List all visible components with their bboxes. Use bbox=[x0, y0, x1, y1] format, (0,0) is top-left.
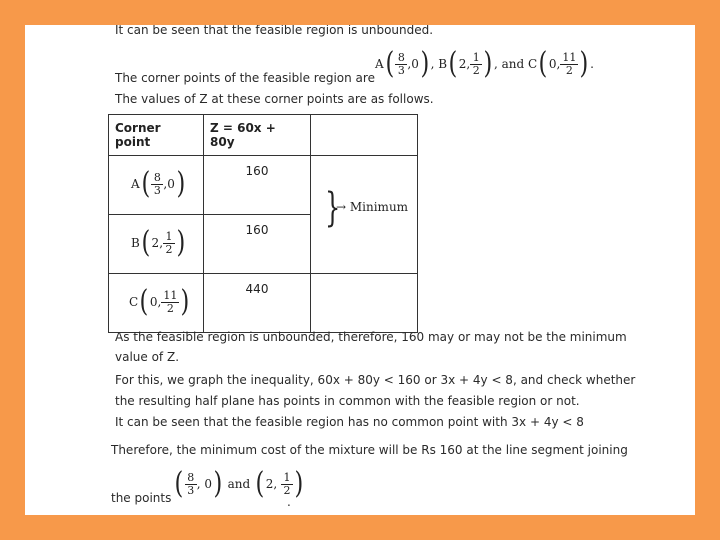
minimum-label: → Minimum bbox=[336, 200, 409, 214]
text-the-points: the points bbox=[111, 491, 172, 505]
fraction-1-2 bbox=[471, 52, 481, 77]
denominator: 3 bbox=[187, 483, 195, 497]
text-para-no-common: It can be seen that the feasible region has no common point with 3x + 4y < 8 bbox=[115, 415, 584, 429]
period: . bbox=[590, 57, 594, 71]
brace-icon: } bbox=[325, 185, 341, 231]
numerator: 1 bbox=[165, 229, 173, 243]
denominator: 2 bbox=[565, 63, 573, 77]
paren-close: ) bbox=[483, 46, 493, 81]
point-c-math bbox=[129, 284, 191, 320]
corner-points-expression bbox=[375, 42, 594, 86]
cell-z-b: 160 bbox=[204, 215, 311, 274]
coord-two: 2 bbox=[151, 236, 160, 250]
header-corner-point: Corner point bbox=[109, 115, 204, 156]
point-b-label: B bbox=[438, 57, 448, 71]
fraction-8-3 bbox=[152, 172, 162, 197]
text-line-feasible-unbounded: It can be seen that the feasible region is unbounded. bbox=[115, 25, 434, 37]
paren-close: ) bbox=[176, 166, 186, 201]
coord-zero: 0 bbox=[149, 295, 158, 309]
cell-empty bbox=[311, 274, 418, 333]
fraction-8-3 bbox=[186, 472, 196, 497]
cell-point-a bbox=[109, 156, 204, 215]
coord-zero: 0 bbox=[548, 57, 557, 71]
paren-open: ( bbox=[255, 466, 265, 501]
point-b-math bbox=[131, 225, 187, 261]
cell-point-b bbox=[109, 215, 204, 274]
denominator: 2 bbox=[166, 301, 174, 315]
cell-z-c: 440 bbox=[204, 274, 311, 333]
text-para-minimum-cost: Therefore, the minimum cost of the mixture will be Rs 160 at the line segment joining bbox=[111, 443, 628, 457]
coord-two: 2 bbox=[265, 477, 274, 491]
comma: , bbox=[159, 236, 164, 250]
comma: , bbox=[556, 57, 561, 71]
numerator: 8 bbox=[187, 470, 195, 484]
comma: , bbox=[407, 57, 412, 71]
and-text: , and bbox=[493, 57, 525, 71]
point-a-label: A bbox=[375, 57, 384, 71]
text-corner-points-intro: The corner points of the feasible region are bbox=[115, 71, 375, 85]
paren-close: ) bbox=[213, 466, 223, 501]
text-para-unbounded: As the feasible region is unbounded, therefore, 160 may or may not be the minimum bbox=[115, 330, 627, 344]
paren-close: ) bbox=[579, 46, 589, 81]
paren-open: ( bbox=[448, 46, 458, 81]
fraction-8-3 bbox=[396, 52, 406, 77]
paren-open: ( bbox=[385, 46, 394, 81]
paren-open: ( bbox=[141, 225, 151, 260]
denominator: 3 bbox=[397, 63, 405, 77]
text-values-of-z: The values of Z at these corner points are as follows. bbox=[115, 92, 434, 106]
paren-open: ( bbox=[538, 46, 548, 81]
numerator: 1 bbox=[283, 470, 291, 484]
cell-minimum-note bbox=[311, 156, 418, 274]
table-row bbox=[109, 156, 418, 215]
coord-zero: 0 bbox=[204, 477, 213, 491]
paren-open: ( bbox=[174, 466, 184, 501]
corner-point-table bbox=[108, 114, 418, 333]
text-para-half-plane: the resulting half plane has points in common with the feasible region or not. bbox=[115, 394, 580, 408]
text-para-value-z: value of Z. bbox=[115, 350, 180, 364]
numerator: 8 bbox=[397, 50, 405, 64]
paren-close: ) bbox=[294, 466, 304, 501]
denominator: 2 bbox=[472, 63, 480, 77]
table-header-row bbox=[109, 115, 418, 156]
numerator: 11 bbox=[163, 288, 178, 302]
paren-close: ) bbox=[180, 284, 190, 319]
point-c-label: C bbox=[129, 295, 139, 309]
header-z-formula: Z = 60x + 80y bbox=[204, 115, 311, 156]
numerator: 1 bbox=[472, 50, 480, 64]
and-text: and bbox=[227, 477, 251, 491]
cell-point-c bbox=[109, 274, 204, 333]
denominator: 2 bbox=[165, 242, 173, 256]
cell-z-a: 160 bbox=[204, 156, 311, 215]
period: . bbox=[287, 495, 291, 509]
comma: , bbox=[163, 177, 168, 191]
fraction-11-2 bbox=[162, 290, 178, 315]
paren-open: ( bbox=[141, 166, 150, 201]
coord-two: 2 bbox=[458, 57, 467, 71]
fraction-1-2 bbox=[282, 472, 292, 497]
comma: , bbox=[430, 57, 439, 71]
comma: , bbox=[466, 57, 471, 71]
numerator: 8 bbox=[153, 170, 161, 184]
point-a-label: A bbox=[131, 177, 140, 191]
comma: , bbox=[157, 295, 162, 309]
comma: , bbox=[196, 477, 201, 491]
paren-open: ( bbox=[139, 284, 149, 319]
header-empty bbox=[311, 115, 418, 156]
point-a-math bbox=[131, 166, 187, 202]
paren-close: ) bbox=[420, 46, 430, 81]
coord-zero: 0 bbox=[411, 57, 419, 71]
paren-close: ) bbox=[176, 225, 186, 260]
table-row bbox=[109, 274, 418, 333]
denominator: 2 bbox=[283, 483, 291, 497]
point-b-label: B bbox=[131, 236, 140, 250]
fraction-1-2 bbox=[164, 231, 174, 256]
numerator: 11 bbox=[562, 50, 577, 64]
point-c-label: C bbox=[527, 57, 538, 71]
coord-zero: 0 bbox=[167, 177, 175, 191]
comma: , bbox=[273, 477, 278, 491]
text-para-graph-inequality: For this, we graph the inequality, 60x + 80y < 160 or 3x + 4y < 8, and check whether bbox=[115, 373, 636, 387]
document-page bbox=[25, 25, 695, 515]
denominator: 3 bbox=[153, 183, 161, 197]
segment-points-expression bbox=[173, 462, 305, 506]
fraction-11-2 bbox=[561, 52, 577, 77]
